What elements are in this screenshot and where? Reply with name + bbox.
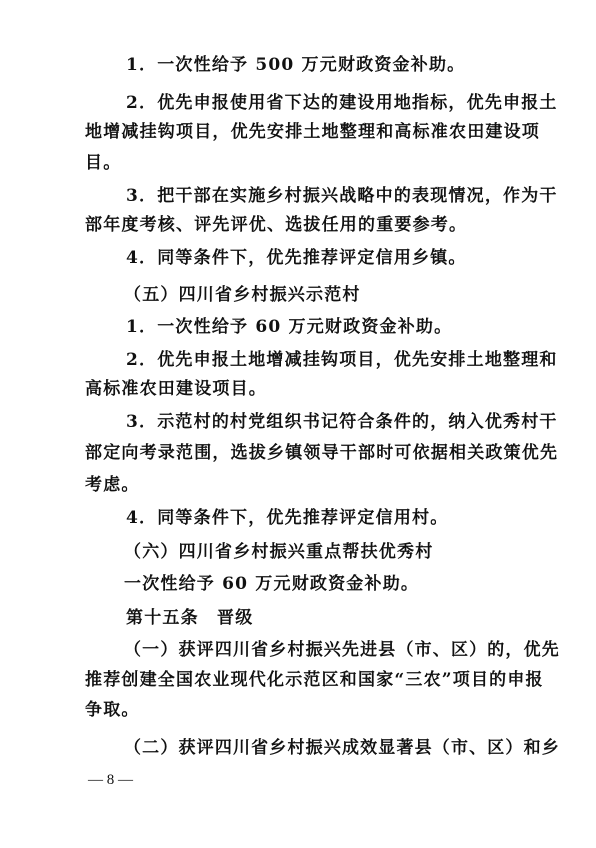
text-line-7: 4．同等条件下，优先推荐评定信用乡镇。 <box>126 248 467 268</box>
text-line-19: （一）获评四川省乡村振兴先进县（市、区）的，优先 <box>124 640 560 660</box>
text-line-1: 1．一次性给予 500 万元财政资金补助。 <box>126 55 466 75</box>
article-heading: 第十五条 晋级 <box>126 608 254 628</box>
text-line-2: 2．优先申报使用省下达的建设用地指标，优先申报土 <box>126 93 558 113</box>
section-heading-6: （六）四川省乡村振兴重点帮扶优秀村 <box>124 542 434 562</box>
section-heading-5: （五）四川省乡村振兴示范村 <box>124 285 361 305</box>
text-line-15: 4．同等条件下，优先推荐评定信用村。 <box>126 508 449 528</box>
text-line-5: 3．把干部在实施乡村振兴战略中的表现情况，作为干 <box>126 186 558 206</box>
text-line-10: 2．优先申报土地增减挂钩项目，优先安排土地整理和 <box>126 350 558 370</box>
text-line-9: 1．一次性给予 60 万元财政资金补助。 <box>126 317 453 337</box>
text-line-3: 地增减挂钩项目，优先安排土地整理和高标准农田建设项 <box>85 122 540 142</box>
text-line-6: 部年度考核、评先评优、选拔任用的重要参考。 <box>85 215 468 235</box>
text-line-21: 争取。 <box>85 700 140 720</box>
text-line-12: 3．示范村的村党组织书记符合条件的，纳入优秀村干 <box>126 412 558 432</box>
text-line-13: 部定向考录范围，选拔乡镇领导干部时可依据相关政策优先 <box>85 443 559 463</box>
text-line-20: 推荐创建全国农业现代化示范区和国家“三农”项目的申报 <box>85 670 544 690</box>
text-line-17: 一次性给予 60 万元财政资金补助。 <box>124 574 420 594</box>
page-number: — 8 — <box>88 772 133 788</box>
text-line-11: 高标准农田建设项目。 <box>85 379 267 399</box>
text-line-22: （二）获评四川省乡村振兴成效显著县（市、区）和乡 <box>124 738 560 758</box>
text-line-4: 目。 <box>85 153 122 173</box>
text-line-14: 考虑。 <box>85 475 140 495</box>
